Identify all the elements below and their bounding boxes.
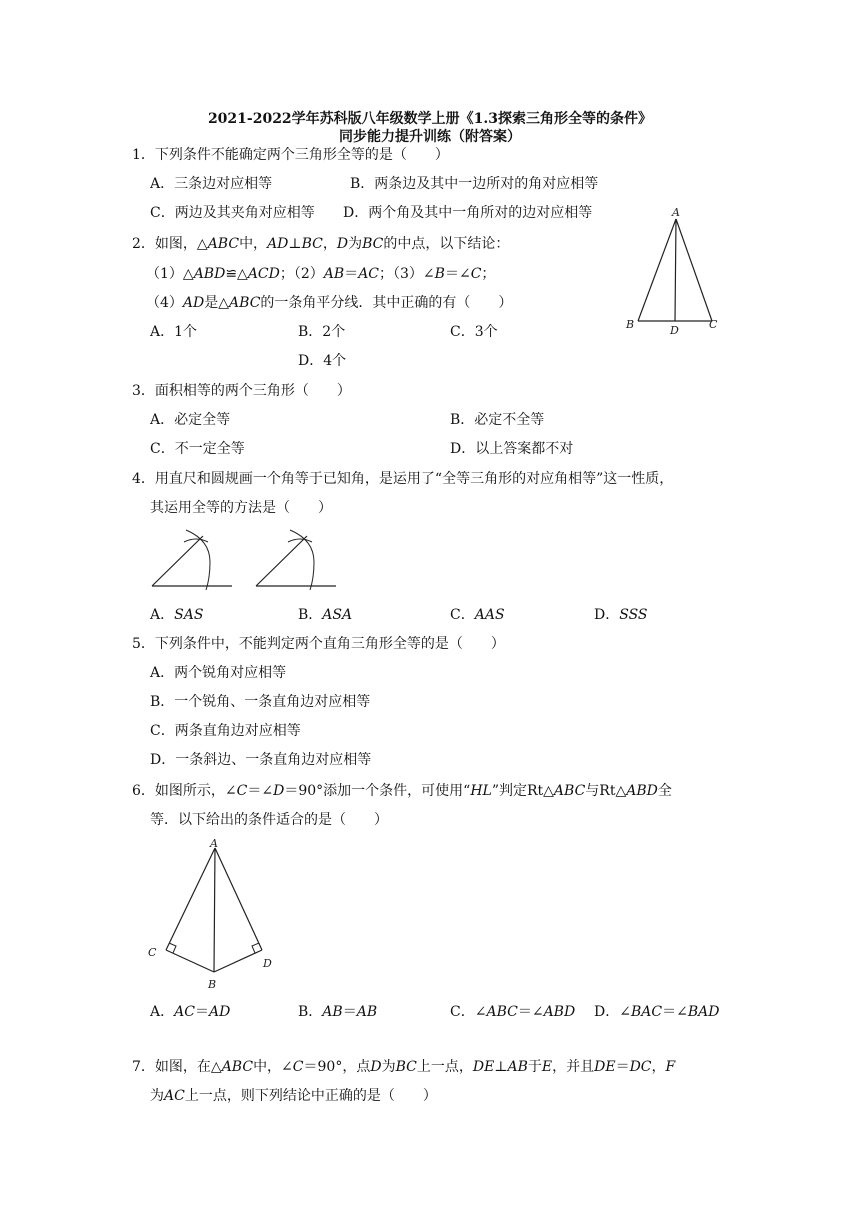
q2-option-c: C．3个 (450, 324, 498, 340)
segment-cb (166, 950, 214, 972)
q2-stem: 2．如图，△ABC中，AD⊥BC，D为BC的中点，以下结论： (132, 236, 510, 252)
q1-option-b: B．两条边及其中一边所对的角对应相等 (350, 176, 599, 192)
q6-option-b: B．AB＝AB (298, 1004, 378, 1020)
q4-angle-figure-1 (148, 526, 238, 596)
q6-stem-line1: 6．如图所示，∠C＝∠D＝90°添加一个条件，可使用“HL”判定Rt△ABC与Rt△ABD全 (132, 783, 672, 799)
label-d: D (670, 324, 679, 337)
q4-angle-figure-2 (252, 526, 342, 596)
q2-option-a: A．1个 (150, 324, 198, 340)
q1-option-c: C．两边及其夹角对应相等 (150, 205, 315, 221)
q4-option-a: A．SAS (150, 607, 204, 623)
q6-option-d: D．∠BAC＝∠BAD (594, 1004, 720, 1020)
doc-subtitle: 同步能力提升训练（附答案） (339, 129, 521, 145)
label-c: C (709, 318, 718, 331)
side-ab (638, 219, 676, 321)
label-d: D (263, 957, 272, 970)
q2-option-b: B．2个 (298, 324, 346, 340)
q1-option-d: D．两个角及其中一角所对的边对应相等 (343, 205, 593, 221)
q3-option-d: D．以上答案都不对 (450, 441, 574, 457)
q3-option-b: B．必定不全等 (450, 412, 545, 428)
q3-option-a: A．必定全等 (150, 412, 231, 428)
q1-option-a: A．三条边对应相等 (150, 176, 273, 192)
q4-stem-line2: 其运用全等的方法是（ ） (150, 500, 332, 516)
q6-kite-figure (144, 834, 274, 994)
q4-option-c: C．AAS (450, 607, 505, 623)
q2-statement-4: （4）AD是△ABC的一条角平分线．其中正确的有（ ） (146, 295, 513, 311)
q7-stem-line1: 7．如图，在△ABC中，∠C＝90°，点D为BC上一点，DE⊥AB于E，并且DE＝DC，F (132, 1059, 676, 1075)
label-a: A (210, 837, 218, 850)
q6-stem-line2: 等．以下给出的条件适合的是（ ） (150, 812, 388, 828)
label-a: A (672, 206, 680, 219)
q5-option-c: C．两条直角边对应相等 (150, 723, 301, 739)
q5-option-a: A．两个锐角对应相等 (150, 665, 287, 681)
doc-title: 2021-2022学年苏科版八年级数学上册《1.3探索三角形全等的条件》 (207, 111, 653, 127)
label-c: C (148, 946, 157, 959)
q4-option-b: B．ASA (298, 607, 353, 623)
q3-option-c: C．不一定全等 (150, 441, 245, 457)
segment-ad (215, 848, 262, 950)
segment-ab (214, 848, 215, 972)
label-b: B (208, 978, 217, 991)
q4-option-d: D．SSS (594, 607, 648, 623)
side-ac (676, 219, 712, 321)
q3-stem: 3．面积相等的两个三角形（ ） (132, 383, 351, 399)
q5-option-b: B．一个锐角、一条直角边对应相等 (150, 694, 371, 710)
q6-option-a: A．AC＝AD (150, 1004, 231, 1020)
segment-db (214, 950, 262, 972)
segment-ac (166, 848, 215, 950)
q2-triangle-figure (620, 205, 730, 335)
q6-option-c: C．∠ABC＝∠ABD (450, 1004, 576, 1020)
q4-stem-line1: 4．用直尺和圆规画一个角等于已知角，是运用了“全等三角形的对应角相等”这一性质， (132, 471, 674, 487)
q5-option-d: D．一条斜边、一条直角边对应相等 (150, 752, 372, 768)
segment-ad (675, 219, 676, 321)
q2-option-d: D．4个 (298, 353, 347, 369)
q7-stem-line2: 为AC上一点，则下列结论中正确的是（ ） (150, 1088, 437, 1104)
q5-stem: 5．下列条件中，不能判定两个直角三角形全等的是（ ） (132, 636, 505, 652)
q2-statements-1-3: （1）△ABD≌△ACD；（2）AB＝AC；（3）∠B＝∠C； (146, 266, 496, 282)
q1-stem: 1．下列条件不能确定两个三角形全等的是（ ） (132, 147, 449, 163)
label-b: B (626, 318, 635, 331)
